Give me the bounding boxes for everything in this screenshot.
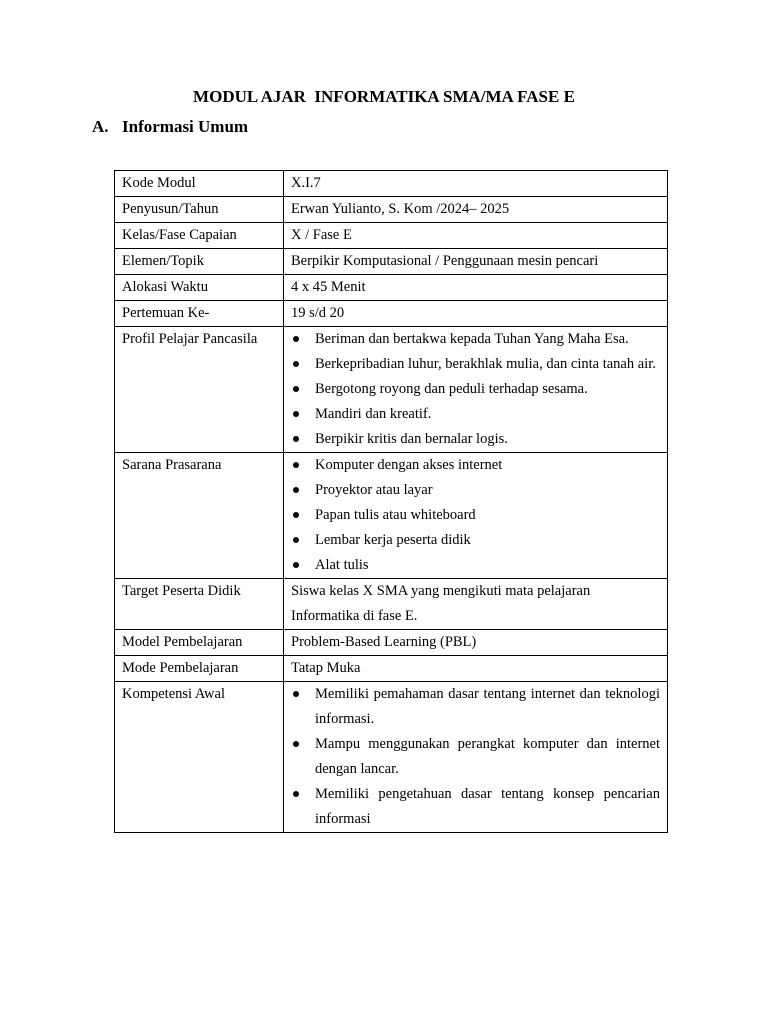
- list-item: [291, 682, 660, 732]
- list-item-text: Komputer dengan akses internet: [315, 457, 503, 473]
- section-number: A.: [92, 117, 109, 136]
- list-item-text: Bergotong royong dan peduli terhadap sesama.: [315, 381, 588, 397]
- bullet-icon: [293, 361, 299, 367]
- row-label: Pertemuan Ke-: [115, 301, 284, 327]
- row-label: Mode Pembelajaran: [115, 656, 284, 682]
- row-label: Model Pembelajaran: [115, 630, 284, 656]
- row-value: Problem-Based Learning (PBL): [284, 630, 668, 656]
- row-value: [284, 327, 668, 453]
- bullet-icon: [293, 741, 299, 747]
- bullet-icon: [293, 691, 299, 697]
- section-title: Informasi Umum: [122, 117, 249, 136]
- list-item-text: Berpikir kritis dan bernalar logis.: [315, 431, 508, 447]
- list-item: [291, 377, 660, 402]
- bullet-icon: [293, 512, 299, 518]
- table-row: [115, 223, 668, 249]
- list-item-text: Beriman dan bertakwa kepada Tuhan Yang Maha Esa.: [315, 331, 629, 347]
- bullet-icon: [293, 537, 299, 543]
- row-value: 4 x 45 Menit: [284, 275, 668, 301]
- list-item-text: Mampu menggunakan perangkat komputer dan internet dengan lancar.: [315, 736, 660, 777]
- bullet-icon: [293, 386, 299, 392]
- row-label: Kompetensi Awal: [115, 682, 284, 833]
- list-item: [291, 352, 660, 377]
- bullet-icon: [293, 436, 299, 442]
- list-item: [291, 528, 660, 553]
- row-value: Erwan Yulianto, S. Kom /2024– 2025: [284, 197, 668, 223]
- bullet-list: [291, 453, 660, 578]
- table-row: [115, 301, 668, 327]
- document-title: MODUL AJAR INFORMATIKA SMA/MA FASE E: [193, 87, 575, 106]
- row-label: Elemen/Topik: [115, 249, 284, 275]
- row-label: Alokasi Waktu: [115, 275, 284, 301]
- table-row: [115, 197, 668, 223]
- bullet-icon: [293, 411, 299, 417]
- row-label: Kelas/Fase Capaian: [115, 223, 284, 249]
- list-item: [291, 503, 660, 528]
- row-label: Target Peserta Didik: [115, 579, 284, 630]
- row-value: Tatap Muka: [284, 656, 668, 682]
- bullet-list: [291, 327, 660, 452]
- bullet-icon: [293, 487, 299, 493]
- section-heading: [92, 116, 248, 138]
- list-item-text: Memiliki pengetahuan dasar tentang konsep pencarian informasi: [315, 786, 660, 827]
- table-row: [115, 453, 668, 579]
- table-row: [115, 327, 668, 453]
- row-value: X.I.7: [284, 171, 668, 197]
- list-item: [291, 427, 660, 452]
- list-item-text: Mandiri dan kreatif.: [315, 406, 432, 422]
- row-value: [284, 682, 668, 833]
- info-table: [114, 170, 668, 833]
- list-item-text: Proyektor atau layar: [315, 482, 433, 498]
- row-label: Profil Pelajar Pancasila: [115, 327, 284, 453]
- table-row: [115, 579, 668, 630]
- table-row: [115, 249, 668, 275]
- list-item: [291, 327, 660, 352]
- table-row: [115, 275, 668, 301]
- bullet-icon: [293, 791, 299, 797]
- list-item: [291, 553, 660, 578]
- bullet-icon: [293, 336, 299, 342]
- row-label: Penyusun/Tahun: [115, 197, 284, 223]
- list-item-text: Lembar kerja peserta didik: [315, 532, 471, 548]
- row-label: Sarana Prasarana: [115, 453, 284, 579]
- list-item-text: Papan tulis atau whiteboard: [315, 507, 476, 523]
- list-item: [291, 782, 660, 832]
- row-value: Berpikir Komputasional / Penggunaan mesin pencari: [284, 249, 668, 275]
- row-value: X / Fase E: [284, 223, 668, 249]
- list-item-text: Alat tulis: [315, 557, 369, 573]
- row-value: [284, 453, 668, 579]
- table-row: [115, 171, 668, 197]
- row-value: 19 s/d 20: [284, 301, 668, 327]
- list-item: [291, 732, 660, 782]
- list-item: [291, 478, 660, 503]
- list-item: [291, 453, 660, 478]
- list-item-text: Berkepribadian luhur, berakhlak mulia, dan cinta tanah air.: [315, 356, 656, 372]
- bullet-list: [291, 682, 660, 832]
- bullet-icon: [293, 462, 299, 468]
- table-row: [115, 656, 668, 682]
- list-item-text: Memiliki pemahaman dasar tentang internet dan teknologi informasi.: [315, 686, 660, 727]
- row-value: Siswa kelas X SMA yang mengikuti mata pelajaran Informatika di fase E.: [284, 579, 668, 630]
- row-label: Kode Modul: [115, 171, 284, 197]
- table-row: [115, 682, 668, 833]
- list-item: [291, 402, 660, 427]
- table-row: [115, 630, 668, 656]
- bullet-icon: [293, 562, 299, 568]
